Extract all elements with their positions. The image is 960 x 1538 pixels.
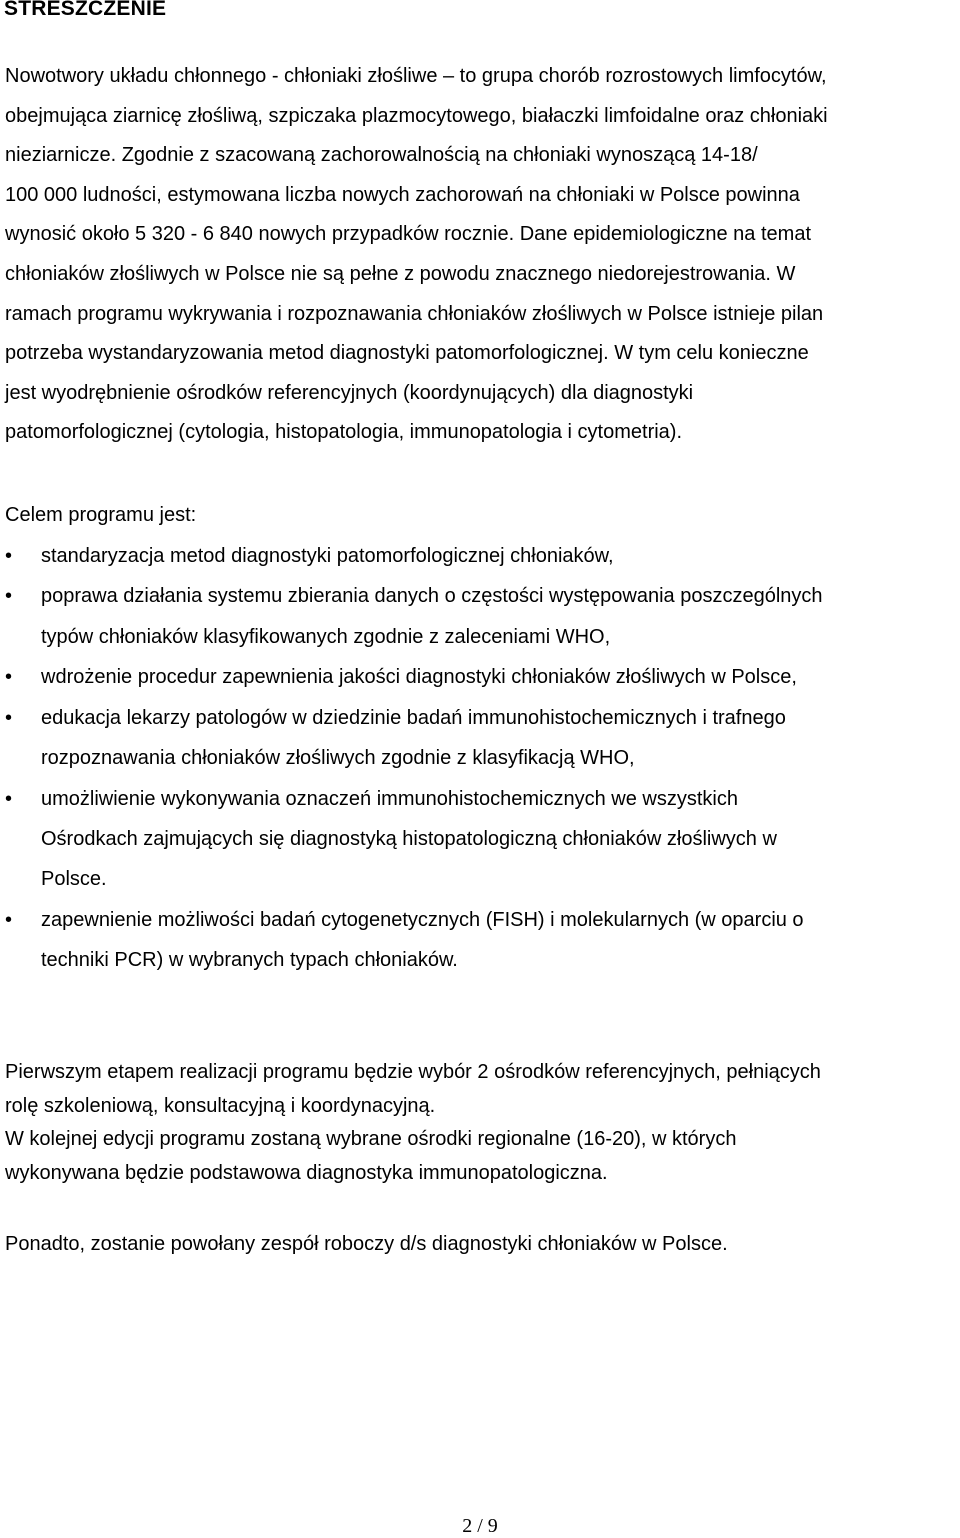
intro-line: 100 000 ludności, estymowana liczba nowych zachorowań na chłoniaki w Polsce powinna bbox=[5, 183, 800, 206]
list-item bbox=[0, 657, 955, 697]
intro-line: chłoniaków złośliwych w Polsce nie są pełne z powodu znacznego niedorejestrowania. W bbox=[5, 262, 796, 285]
intro-line: ramach programu wykrywania i rozpoznawania chłoniaków złośliwych w Polsce istnieje pilan bbox=[5, 302, 824, 325]
stages-line: wykonywana będzie podstawowa diagnostyka immunopatologiczna. bbox=[5, 1161, 608, 1184]
list-item bbox=[0, 576, 955, 657]
list-item-line: umożliwienie wykonywania oznaczeń immunohistochemicznych we wszystkich bbox=[41, 787, 738, 810]
goals-title: Celem programu jest: bbox=[5, 504, 197, 526]
intro-line: patomorfologicznej (cytologia, histopatologia, immunopatologia i cytometria). bbox=[5, 421, 683, 444]
page-number: 2 / 9 bbox=[462, 1515, 498, 1537]
list-item bbox=[0, 779, 955, 900]
stages-line: W kolejnej edycji programu zostaną wybrane ośrodki regionalne (16-20), w których bbox=[5, 1128, 737, 1150]
bullet-icon: • bbox=[5, 545, 13, 567]
list-item bbox=[0, 900, 955, 981]
section-heading: STRESZCZENIE bbox=[4, 0, 167, 20]
intro-line: obejmująca ziarnicę złośliwą, szpiczaka plazmocytowego, białaczki limfoidalne oraz chłoniaki bbox=[5, 104, 828, 127]
list-item-line: rozpoznawania chłoniaków złośliwych zgodnie z klasyfikacją WHO, bbox=[41, 747, 635, 770]
intro-line: nieziarnicze. Zgodnie z szacowaną zachorowalnością na chłoniaki wynoszącą 14-18/ bbox=[5, 144, 758, 167]
list-item bbox=[0, 536, 955, 576]
bullet-icon: • bbox=[5, 585, 13, 608]
goals-list bbox=[0, 536, 955, 980]
intro-line: jest wyodrębnienie ośrodków referencyjnych (koordynujących) dla diagnostyki bbox=[5, 381, 694, 404]
stages-line: rolę szkoleniową, konsultacyjną i koordynacyjną. bbox=[5, 1094, 436, 1117]
list-item-line: poprawa działania systemu zbierania danych o częstości występowania poszczególnych bbox=[41, 585, 823, 608]
list-item bbox=[0, 698, 955, 779]
intro-line: potrzeba wystandaryzowania metod diagnostyki patomorfologicznej. W tym celu konieczne bbox=[5, 342, 809, 365]
intro-line: Nowotwory układu chłonnego - chłoniaki złośliwe – to grupa chorób rozrostowych limfocytów, bbox=[5, 65, 827, 87]
list-item-line: Polsce. bbox=[41, 868, 107, 891]
list-item-line: zapewnienie możliwości badań cytogenetycznych (FISH) i molekularnych (w oparciu o bbox=[41, 908, 804, 931]
bullet-icon: • bbox=[5, 787, 13, 810]
list-item-line: wdrożenie procedur zapewnienia jakości diagnostyki chłoniaków złośliwych w Polsce, bbox=[41, 666, 797, 689]
stages-paragraph bbox=[5, 1056, 955, 1190]
bullet-icon: • bbox=[5, 666, 13, 689]
list-item-line: edukacja lekarzy patologów w dziedzinie badań immunohistochemicznych i trafnego bbox=[41, 706, 786, 729]
list-item-line: typów chłoniaków klasyfikowanych zgodnie z zaleceniami WHO, bbox=[41, 625, 611, 648]
bullet-icon: • bbox=[5, 706, 13, 729]
intro-paragraph bbox=[5, 57, 955, 453]
intro-line: wynosić około 5 320 - 6 840 nowych przypadków rocznie. Dane epidemiologiczne na temat bbox=[5, 223, 812, 246]
list-item-line: Ośrodkach zajmujących się diagnostyką histopatologiczną chłoniaków złośliwych w bbox=[41, 827, 777, 850]
stages-line: Pierwszym etapem realizacji programu będzie wybór 2 ośrodków referencyjnych, pełniących bbox=[5, 1061, 821, 1083]
closing-paragraph: Ponadto, zostanie powołany zespół roboczy d/s diagnostyki chłoniaków w Polsce. bbox=[5, 1233, 728, 1255]
list-item-line: standaryzacja metod diagnostyki patomorfologicznej chłoniaków, bbox=[41, 545, 614, 567]
list-item-line: techniki PCR) w wybranych typach chłoniaków. bbox=[41, 948, 458, 971]
bullet-icon: • bbox=[5, 908, 13, 931]
